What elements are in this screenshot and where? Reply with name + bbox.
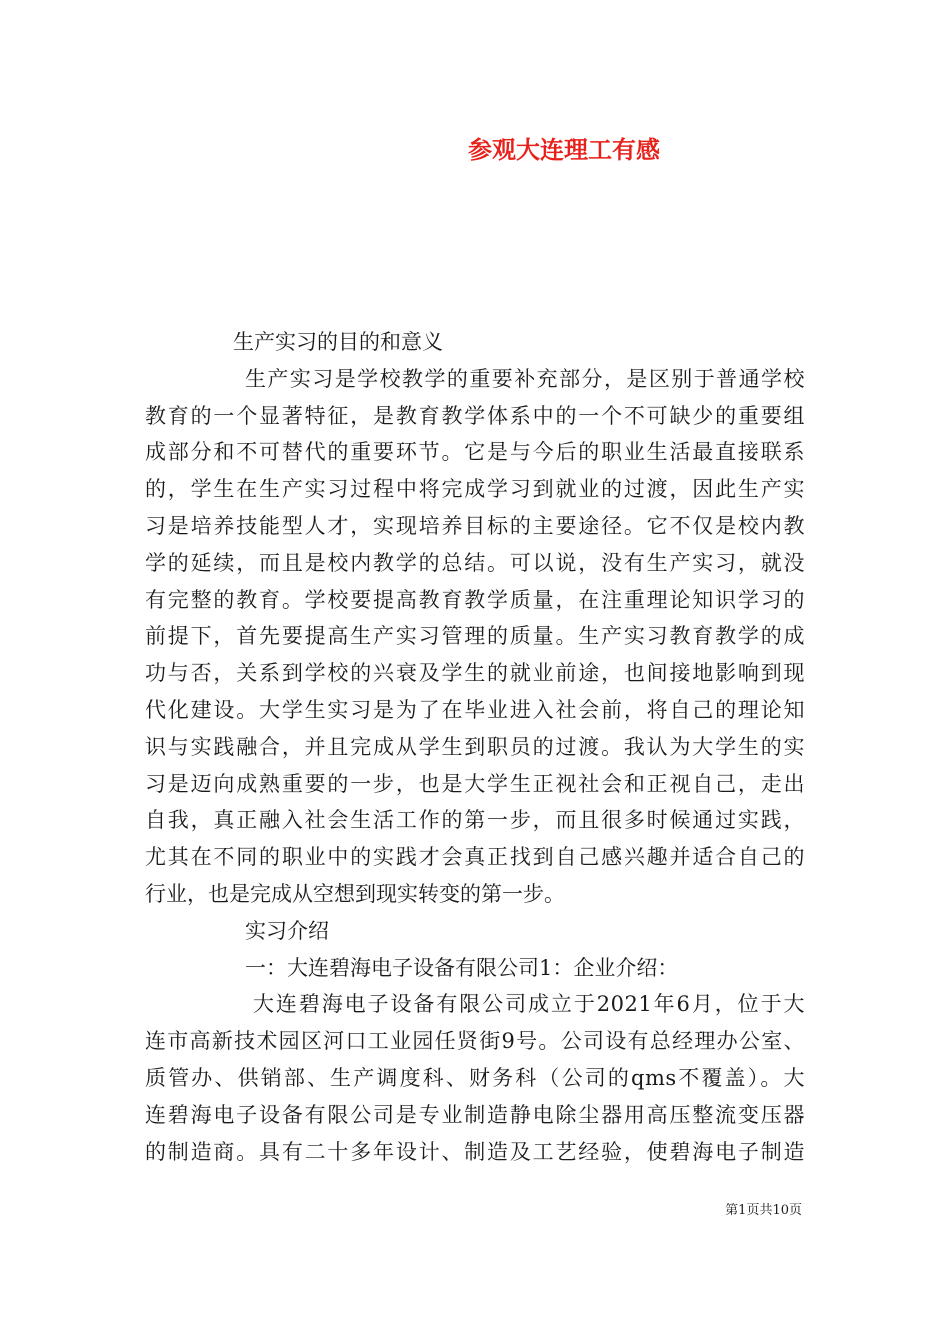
paragraph-line: 教育的一个显著特征，是教育教学体系中的一个不可缺少的重要组	[145, 403, 805, 428]
document-body	[145, 324, 805, 1170]
paragraph-line: 大连碧海电子设备有限公司成立于2021年6月，位于大	[253, 992, 805, 1017]
paragraph-line: 前提下，首先要提高生产实习管理的质量。生产实习教育教学的成	[145, 624, 805, 649]
paragraph-line: 有完整的教育。学校要提高教育教学质量，在注重理论知识学习的	[145, 587, 805, 612]
section-heading-purpose: 生产实习的目的和意义	[233, 330, 443, 354]
company-subheading: 一：大连碧海电子设备有限公司1：企业介绍：	[245, 955, 679, 980]
paragraph-line: 习是培养技能型人才，实现培养目标的主要途径。它不仅是校内教	[145, 513, 805, 538]
document-title: 参观大连理工有感	[468, 136, 660, 164]
paragraph-line: 识与实践融合，并且完成从学生到职员的过渡。我认为大学生的实	[145, 734, 805, 759]
paragraph-line: 连市高新技术园区河口工业园任贤街9号。公司设有总经理办公室、	[145, 1029, 805, 1054]
page-number-footer: 第1页共10页	[725, 1203, 802, 1218]
paragraph-line: 尤其在不同的职业中的实践才会真正找到自己感兴趣并适合自己的	[145, 845, 805, 870]
paragraph-line: 功与否，关系到学校的兴衰及学生的就业前途，也间接地影响到现	[145, 661, 805, 686]
paragraph-line: 的制造商。具有二十多年设计、制造及工艺经验，使碧海电子制造	[145, 1139, 805, 1164]
paragraph-line: 习是迈向成熟重要的一步，也是大学生正视社会和正视自己，走出	[145, 771, 805, 796]
paragraph-line: 代化建设。大学生实习是为了在毕业进入社会前，将自己的理论知	[145, 697, 805, 722]
paragraph-line: 自我，真正融入社会生活工作的第一步，而且很多时候通过实践，	[145, 808, 805, 833]
paragraph-line: 成部分和不可替代的重要环节。它是与今后的职业生活最直接联系	[145, 440, 805, 465]
paragraph-line: 学的延续，而且是校内教学的总结。可以说，没有生产实习，就没	[145, 550, 805, 575]
paragraph-line: 的，学生在生产实习过程中将完成学习到就业的过渡，因此生产实	[145, 477, 805, 502]
paragraph-line: 连碧海电子设备有限公司是专业制造静电除尘器用高压整流变压器	[145, 1102, 805, 1127]
paragraph-line: 质管办、供销部、生产调度科、财务科（公司的qms不覆盖）。大	[145, 1065, 805, 1090]
paragraph-line: 生产实习是学校教学的重要补充部分，是区别于普通学校	[245, 366, 805, 391]
section-heading-internship: 实习介绍	[245, 918, 329, 943]
paragraph-line: 行业，也是完成从空想到现实转变的第一步。	[145, 881, 565, 906]
